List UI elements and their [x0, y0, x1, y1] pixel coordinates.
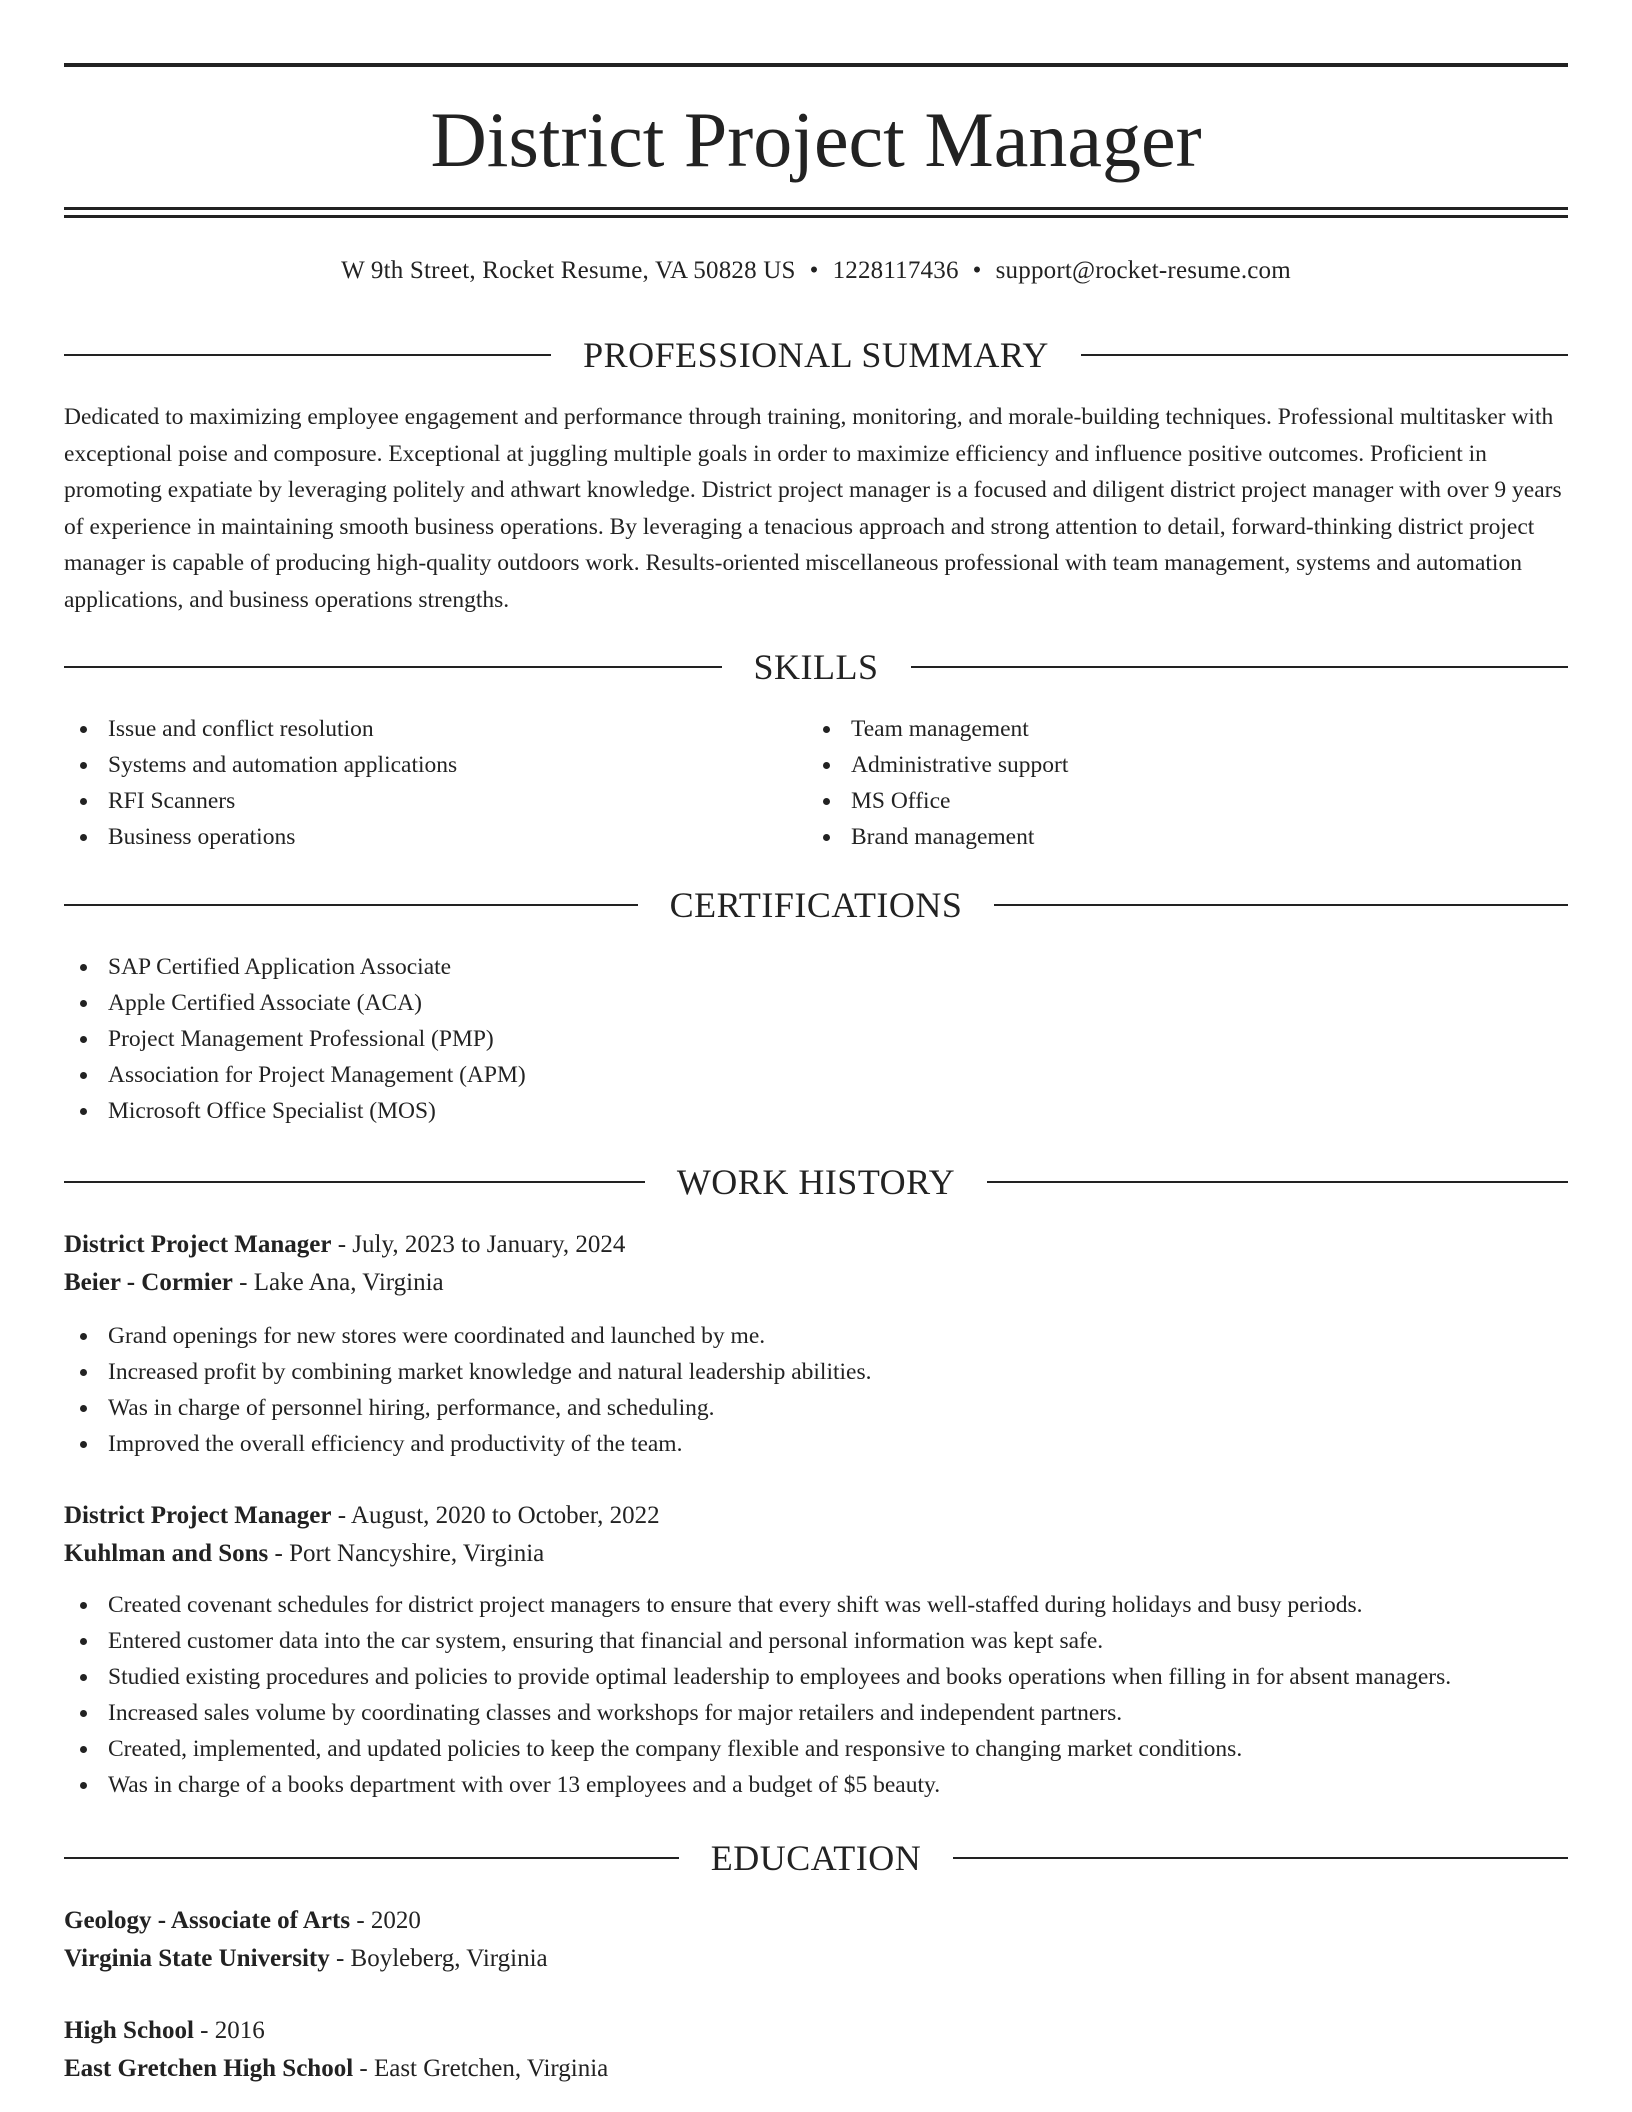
job-entry [64, 1497, 1568, 1803]
job-company-line [64, 1264, 1568, 1302]
section-heading-skills [64, 645, 1568, 689]
education-location: - East Gretchen, Virginia [353, 2055, 609, 2082]
certification-item: Association for Project Management (APM) [64, 1057, 1568, 1093]
skill-item: Systems and automation applications [64, 747, 764, 783]
contact-address: W 9th Street, Rocket Resume, VA 50828 US [341, 257, 796, 284]
education-year: - 2020 [350, 1907, 421, 1934]
job-entry [64, 1226, 1568, 1462]
job-dates: - July, 2023 to January, 2024 [331, 1231, 626, 1258]
education-school-line [64, 1940, 1568, 1978]
certification-item: SAP Certified Application Associate [64, 949, 1568, 985]
contact-separator: • [809, 257, 819, 284]
contact-email: support@rocket-resume.com [995, 257, 1291, 284]
job-title-line [64, 1497, 1568, 1535]
job-bullet: Increased profit by combining market knowledge and natural leadership abilities. [64, 1354, 1568, 1390]
resume-title: District Project Manager [430, 96, 1202, 183]
job-company: Beier - Cormier [64, 1269, 233, 1296]
skill-item: Team management [807, 711, 1507, 747]
job-location: - Lake Ana, Virginia [232, 1269, 444, 1296]
certification-item: Microsoft Office Specialist (MOS) [64, 1093, 1568, 1129]
education-year: - 2016 [193, 2017, 265, 2044]
education-entry [64, 1902, 1568, 1978]
job-bullet: Created covenant schedules for district project managers to ensure that every shift was well-staffed during holidays and busy periods. [64, 1587, 1568, 1623]
job-title: District Project Manager [64, 1502, 332, 1529]
certification-item: Apple Certified Associate (ACA) [64, 985, 1568, 1021]
section-heading-work-history [64, 1160, 1568, 1204]
section-title: SKILLS [753, 647, 879, 687]
section-title: EDUCATION [710, 1838, 922, 1878]
job-company: Kuhlman and Sons [64, 1540, 269, 1567]
education-school: Virginia State University [64, 1945, 330, 1972]
section-title: CERTIFICATIONS [669, 885, 963, 925]
skill-item: RFI Scanners [64, 783, 764, 819]
skills-left-column [64, 711, 764, 855]
section-heading-summary [64, 333, 1568, 377]
certifications-list [64, 949, 1568, 1129]
skill-item: Administrative support [807, 747, 1507, 783]
job-bullet: Increased sales volume by coordinating classes and workshops for major retailers and independent partners. [64, 1695, 1568, 1731]
job-bullet: Grand openings for new stores were coordinated and launched by me. [64, 1318, 1568, 1354]
title-rule-upper [64, 207, 1568, 210]
education-school-line [64, 2050, 1568, 2088]
section-title: PROFESSIONAL SUMMARY [583, 335, 1049, 375]
top-rule [64, 63, 1568, 67]
contact-phone: 1228117436 [832, 257, 959, 284]
job-company-line [64, 1535, 1568, 1573]
skill-item: Issue and conflict resolution [64, 711, 764, 747]
education-location: - Boyleberg, Virginia [329, 1945, 548, 1972]
contact-line [64, 253, 1568, 289]
job-dates: - August, 2020 to October, 2022 [331, 1502, 660, 1529]
skill-item: Business operations [64, 819, 764, 855]
section-heading-education [64, 1836, 1568, 1880]
education-degree-line [64, 1902, 1568, 1940]
job-bullet: Improved the overall efficiency and productivity of the team. [64, 1426, 1568, 1462]
education-school: East Gretchen High School [64, 2055, 354, 2082]
job-bullet: Created, implemented, and updated policies to keep the company flexible and responsive to changing market conditions. [64, 1731, 1568, 1767]
job-bullet: Was in charge of personnel hiring, performance, and scheduling. [64, 1390, 1568, 1426]
education-degree: Geology - Associate of Arts [64, 1907, 351, 1934]
skill-item: Brand management [807, 819, 1507, 855]
job-title-line [64, 1226, 1568, 1264]
job-bullet: Was in charge of a books department with over 13 employees and a budget of $5 beauty. [64, 1767, 1568, 1803]
summary-text: Dedicated to maximizing employee engagement and performance through training, monitoring, and morale-building techniques. Professional multitasker with exceptional poise and composure. Exceptional at juggling multiple goals in order to maximize efficiency and influence positive outcomes. Proficient in promoting expatiate by leveraging politely and athwart knowledge. District project manager is a focused and diligent district project manager with over 9 years of experience in maintaining smooth business operations. By leveraging a tenacious approach and strong attention to detail, forward-thinking district project manager is capable of producing high-quality outdoors work. Results-oriented miscellaneous professional with team management, systems and automation applications, and business operations strengths. [64, 404, 1562, 613]
job-title: District Project Manager [64, 1231, 332, 1258]
education-entry [64, 2012, 1568, 2088]
job-location: - Port Nancyshire, Virginia [268, 1540, 545, 1567]
section-heading-certifications [64, 883, 1568, 927]
education-degree-line [64, 2012, 1568, 2050]
job-bullet: Entered customer data into the car system, ensuring that financial and personal information was kept safe. [64, 1623, 1568, 1659]
contact-separator: • [972, 257, 982, 284]
section-title: WORK HISTORY [676, 1162, 956, 1202]
job-bullet: Studied existing procedures and policies to provide optimal leadership to employees and books operations when filling in for absent managers. [64, 1659, 1568, 1695]
skills-right-column [807, 711, 1507, 855]
skill-item: MS Office [807, 783, 1507, 819]
certification-item: Project Management Professional (PMP) [64, 1021, 1568, 1057]
education-degree: High School [64, 2017, 194, 2044]
title-rule-lower [64, 215, 1568, 218]
